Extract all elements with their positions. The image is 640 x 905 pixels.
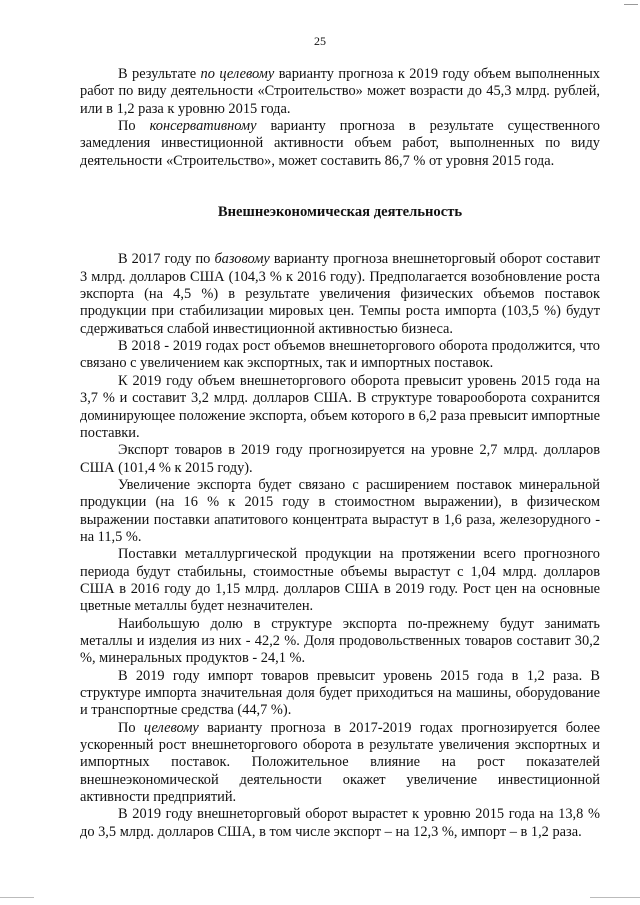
paragraph-conservative-construction: По консервативному варианту прогноза в результате существенного замедления инвестиционной активности объем работ, выполненных по виду деятельности «Строительство», может составить 86,7 % от уровня 2015 года. [80, 118, 601, 169]
paragraph-export-structure: Наибольшую долю в структуре экспорта по-прежнему будут занимать металлы и изделия из них - 42,2 %. Доля продовольственных товаров составит 30,2 %, минеральных продуктов - 24,1 %. [80, 615, 600, 667]
paragraph-turnover-target-2019: В 2019 году внешнеторговый оборот вырастет к уровню 2015 года на 13,8 % до 3,5 млрд. долларов США, в том числе экспорт – на 12,3 %, импорт – в 1,2 раза. [80, 806, 600, 840]
paragraph-base-2017: В 2017 году по базовому варианту прогноза внешнеторговый оборот составит 3 млрд. долларов США (104,3 % к 2016 году). Предполагается возобновление роста экспорта (на 4,5 %) в результате увеличения физических объемов поставок продукции при стабилизации мировых цен. Темпы роста импорта (103,5 %) будут сдерживаться слабой инвестиционной активностью бизнеса. [80, 251, 600, 337]
page-number: 25 [314, 34, 326, 48]
paragraph-target-trade: По целевому варианту прогноза в 2017-2019 годах прогнозируется более ускоренный рост внешнеторгового оборота в результате увеличения экспортных и импортных поставок. Положительное влияние на рост показателей внешнеэкономической деятельности окажет увеличение инвестиционной активности предприятий. [80, 719, 600, 806]
paragraph-turnover-2019: К 2019 году объем внешнеторгового оборота превысит уровень 2015 года на 3,7 % и составит 3,2 млрд. долларов США. В структуре товарооборота сохранится доминирующее положение экспорта, объем которого в 6,2 раза превысит импортные поставки. [80, 372, 600, 441]
paragraph-metallurgy: Поставки металлургической продукции на протяжении всего прогнозного периода будут стабильны, стоимостные объемы вырастут с 1,04 млрд. долларов США в 2016 году до 1,15 млрд. долларов США в 2019 году. Рост цен на основные цветные металлы будет незначителен. [80, 546, 600, 615]
paragraph-import-2019: В 2019 году импорт товаров превысит уровень 2015 года в 1,2 раза. В структуре импорта значительная доля будет приходиться на машины, оборудование и транспортные средства (44,7 %). [80, 667, 600, 719]
scan-corner-mark [624, 4, 638, 5]
paragraph-mineral-exports: Увеличение экспорта будет связано с расширением поставок минеральной продукции (на 16 % к 2015 году в стоимостном выражении), в физическом выражении поставки апатитового концентрата вырастут в 1,6 раза, железорудного - на 11,5 %. [80, 476, 600, 545]
paragraph-target-construction: В результате по целевому варианту прогноза к 2019 году объем выполненных работ по виду деятельности «Строительство» может возрасти до 45,3 млрд. рублей, или в 1,2 раза к уровню 2015 года. [80, 66, 600, 117]
scan-edge-line-left [0, 897, 34, 898]
paragraph-export-2019: Экспорт товаров в 2019 году прогнозируется на уровне 2,7 млрд. долларов США (101,4 % к 2015 году). [80, 442, 600, 476]
document-body [80, 66, 600, 841]
scan-edge-line-right [590, 897, 640, 898]
section-heading: Внешнеэкономическая деятельность [217, 204, 463, 221]
paragraph-2018-2019-growth: В 2018 - 2019 годах рост объемов внешнеторгового оборота продолжится, что связано с увеличением как экспортных, так и импортных поставок. [80, 338, 600, 372]
